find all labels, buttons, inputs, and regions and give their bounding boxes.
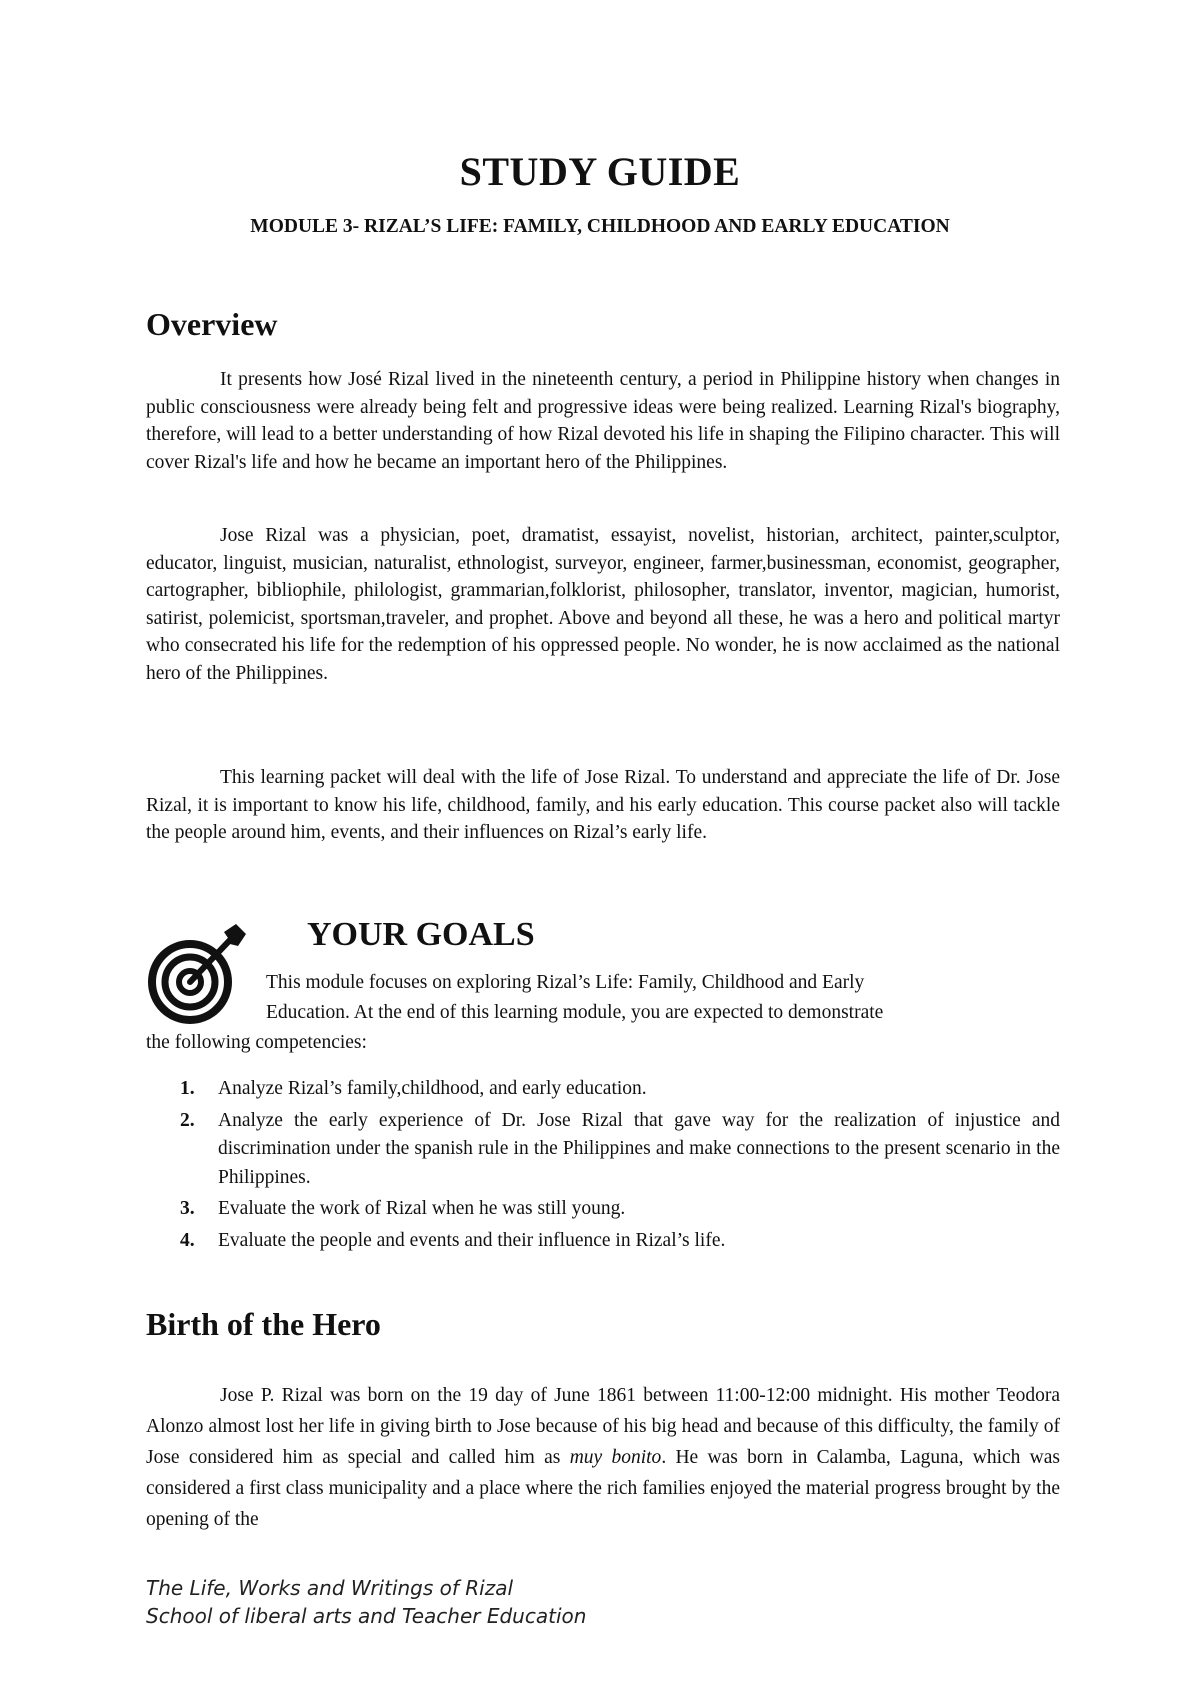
- footer-line-1: The Life, Works and Writings of Rizal: [146, 1576, 514, 1600]
- goals-intro-line-3: the following competencies:: [146, 1032, 367, 1053]
- list-item: [146, 1227, 1060, 1256]
- birth-heading: Birth of the Hero: [146, 1306, 381, 1342]
- module-subtitle: MODULE 3- RIZAL’S LIFE: FAMILY, CHILDHOOD AND EARLY EDUCATION: [250, 216, 950, 237]
- goals-intro-line-1: This module focuses on exploring Rizal’s Life: Family, Childhood and Early: [266, 972, 865, 993]
- birth-italic-phrase: muy bonito: [569, 1447, 662, 1468]
- page-title: STUDY GUIDE: [459, 149, 741, 194]
- list-item: [146, 1107, 1060, 1193]
- list-item: [146, 1195, 1060, 1224]
- target-arrow-icon: [144, 924, 248, 1024]
- list-item-number: 3.: [180, 1198, 195, 1219]
- goals-intro-line-2: Education. At the end of this learning module, you are expected to demonstrate: [266, 1002, 884, 1023]
- overview-paragraph-3: This learning packet will deal with the life of Jose Rizal. To understand and appreciate the life of Dr. Jose Rizal, it is important to know his life, childhood, family, and his early education. This course packet also will tackle the people around him, events, and their influences on Rizal’s early life.: [146, 767, 1060, 843]
- footer-line-2: School of liberal arts and Teacher Education: [146, 1604, 587, 1628]
- overview-paragraph-1: It presents how José Rizal lived in the nineteenth century, a period in Philippine history when changes in public consciousness were already being felt and progressive ideas were being realized. Learning Rizal's biography, therefore, will lead to a better understanding of how Rizal devoted his life in shaping the Filipino character. This will cover Rizal's life and how he became an important hero of the Philippines.: [146, 369, 1060, 473]
- page-footer: [146, 1574, 586, 1630]
- overview-paragraph-2: Jose Rizal was a physician, poet, dramatist, essayist, novelist, historian, architect, painter,sculptor, educator, linguist, musician, naturalist, ethnologist, surveyor, engineer, farmer,businessman, economist, geographer, cartographer, bibliophile, philologist, grammarian,folklorist, philosopher, translator, inventor, magician, humorist, satirist, polemicist, sportsman,traveler, and prophet. Above and beyond all these, he was a hero and political martyr who consecrated his life for the redemption of his oppressed people. No wonder, he is now acclaimed as the national hero of the Philippines.: [146, 525, 1060, 684]
- list-item-number: 2.: [180, 1109, 195, 1131]
- list-item-text: Analyze Rizal’s family,childhood, and early education.: [218, 1078, 647, 1099]
- list-item-text: Evaluate the people and events and their influence in Rizal’s life.: [218, 1229, 726, 1251]
- birth-text-before: Jose P. Rizal was born on the 19 day of June 1861 between 11:00-12:00 midnight. His mother Teodora Alonzo almost lost her life in giving birth to Jose because of his big head and because of this difficulty, the family of Jose considered him as special and called him as: [146, 1385, 1060, 1468]
- list-item-number: 4.: [180, 1229, 195, 1251]
- list-item-number: 1.: [180, 1078, 195, 1099]
- overview-heading: Overview: [146, 306, 278, 342]
- list-item-text: Evaluate the work of Rizal when he was still young.: [218, 1198, 626, 1219]
- birth-paragraph: [146, 1380, 1060, 1535]
- list-item-text: Analyze the early experience of Dr. Jose Rizal that gave way for the realization of injustice and discrimination under the spanish rule in the Philippines and make connections to the present scenario in the Philippines.: [218, 1109, 1060, 1188]
- list-item: [146, 1075, 1060, 1104]
- goals-heading: YOUR GOALS: [307, 916, 535, 953]
- competencies-list: [146, 1075, 1060, 1258]
- birth-text-after: . He was born in Calamba, Laguna, which was considered a first class municipality and a place where the rich families enjoyed the material progress brought by the opening of the: [146, 1447, 1061, 1530]
